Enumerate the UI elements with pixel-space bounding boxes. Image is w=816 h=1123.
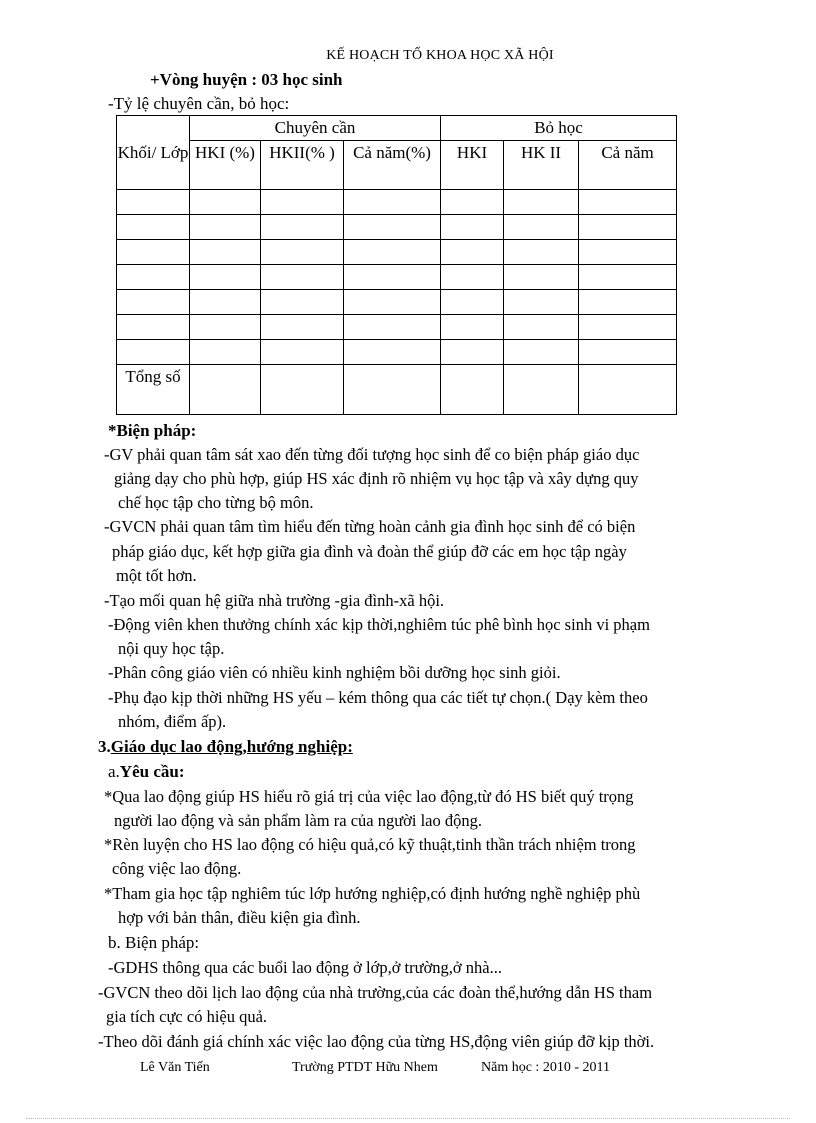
b-bien-phap-heading: b. Biện pháp: [108,933,200,952]
footer-divider [26,1118,790,1119]
total-label: Tổng số [117,365,190,415]
section-3-heading [98,735,353,759]
bien-phap-line: -Tạo mối quan hệ giữa nhà trường -gia đình-xã hội. [104,591,445,610]
intro-ty-le: -Tỷ lệ chuyên cần, bỏ học: [108,94,290,113]
table-row [117,265,677,290]
header-bo-hoc: Bỏ học [441,116,677,141]
header-bh-hkii: HK II [504,141,579,190]
bien-phap-line: nội quy học tập. [118,639,225,658]
header-bh-hki: HKI [441,141,504,190]
footer-year: Năm học : 2010 - 2011 [481,1060,610,1075]
table-row [117,190,677,215]
section-3-title: Giáo dục lao động,hướng nghiệp: [110,737,353,756]
footer-author: Lê Văn Tiến [140,1060,210,1075]
b-bien-phap-line: -GDHS thông qua các buổi lao động ở lớp,ở trường,ở nhà... [108,958,502,977]
bien-phap-line: giảng dạy cho phù hợp, giúp HS xác định rõ nhiệm vụ học tập và xây dựng quy [114,469,639,488]
table-row [117,290,677,315]
header-bh-ca-nam: Cả năm [579,141,677,190]
header-cc-hkii: HKII(% ) [261,141,344,190]
bien-phap-line: pháp giáo dục, kết hợp giữa gia đình và đoàn thể giúp đỡ các em học tập ngày [112,542,627,561]
bien-phap-line: một tốt hơn. [116,566,197,585]
bien-phap-heading: *Biện pháp: [108,421,197,440]
yeu-cau-line: hợp với bản thân, điều kiện gia đình. [118,908,361,927]
bien-phap-line: -Phụ đạo kịp thời những HS yếu – kém thông qua các tiết tự chọn.( Dạy kèm theo [108,688,648,707]
table-row [117,340,677,365]
header-chuyen-can: Chuyên cần [190,116,441,141]
header-cc-ca-nam: Cả năm(%) [344,141,441,190]
intro-vong-huyen: +Vòng huyện : 03 học sinh [150,70,343,89]
yeu-cau-line: *Tham gia học tập nghiêm túc lớp hướng nghiệp,có định hướng nghề nghiệp phù [104,884,641,903]
page-header-title: KẾ HOẠCH TỔ KHOA HỌC XÃ HỘI [326,48,554,63]
yeu-cau-line: công việc lao động. [112,859,242,878]
b-bien-phap-line: -GVCN theo dõi lịch lao động của nhà trường,của các đoàn thể,hướng dẫn HS tham [98,983,653,1002]
yeu-cau-label: a. [108,762,120,781]
yeu-cau-line: *Qua lao động giúp HS hiểu rõ giá trị của việc lao động,từ đó HS biết quý trọng [104,787,634,806]
bien-phap-line: nhóm, điểm ấp). [118,712,227,731]
table-row [117,215,677,240]
table-row [117,315,677,340]
yeu-cau-line: người lao động và sản phẩm làm ra của người lao động. [114,811,483,830]
yeu-cau-title: Yêu cầu: [119,762,185,781]
section-3-number: 3. [98,737,111,756]
bien-phap-line: -GV phải quan tâm sát xao đến từng đối tượng học sinh để co biện pháp giáo dục [104,445,640,464]
bien-phap-line: -Động viên khen thưởng chính xác kịp thời,nghiêm túc phê bình học sinh vi phạm [108,615,650,634]
b-bien-phap-line: -Theo dõi đánh giá chính xác việc lao động của từng HS,động viên giúp đỡ kịp thời. [98,1032,655,1051]
yeu-cau-line: *Rèn luyện cho HS lao động có hiệu quả,có kỹ thuật,tinh thần trách nhiệm trong [104,835,636,854]
table-row [117,240,677,265]
bien-phap-line: -Phân công giáo viên có nhiều kinh nghiệm bồi dưỡng học sinh giỏi. [108,663,561,682]
table-row-total [117,365,677,415]
b-bien-phap-line: gia tích cực có hiệu quả. [106,1007,268,1026]
attendance-table [116,115,677,415]
yeu-cau-heading [108,760,185,784]
footer-school: Trường PTDT Hữu Nhem [292,1060,438,1075]
bien-phap-line: chế học tập cho từng bộ môn. [118,493,314,512]
header-cc-hki: HKI (%) [190,141,261,190]
bien-phap-line: -GVCN phải quan tâm tìm hiểu đến từng hoàn cảnh gia đình học sinh để có biện [104,517,636,536]
header-khoi-lop: Khối/ Lớp [117,116,190,190]
